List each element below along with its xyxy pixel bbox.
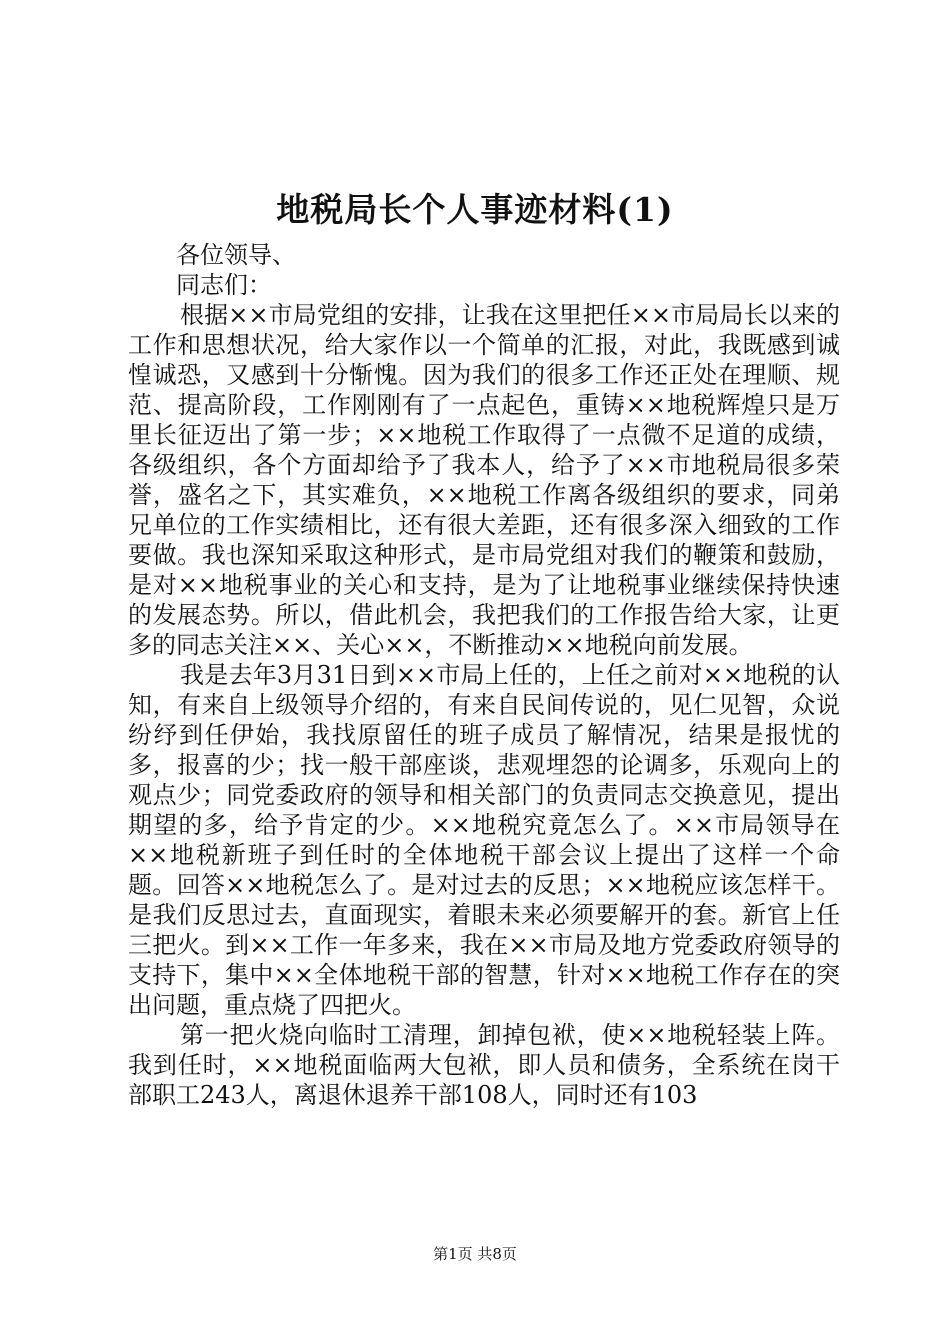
document-body — [128, 240, 840, 1110]
page-number-footer: 第1页 共8页 — [433, 1245, 517, 1263]
body-paragraph-2: 我是去年3月31日到××市局上任的，上任之前对××地税的认知，有来自上级领导介绍的，有来自民间传说的，见仁见智，众说纷纾到任伊始，我找原留任的班子成员了解情况，结果是报忧的多，报喜的少；找一般干部座谈，悲观埋怨的论调多，乐观向上的观点少；同党委政府的领导和相关部门的负责同志交换意见，提出期望的多，给予肯定的少。××地税究竟怎么了。××市局领导在××地税新班子到任时的全体地税干部会议上提出了这样一个命题。回答××地税怎么了。是对过去的反思；××地税应该怎样干。是我们反思过去，直面现实，着眼未来必须要解开的套。新官上任三把火。到××工作一年多来，我在××市局及地方党委政府领导的支持下，集中××全体地税干部的智慧，针对××地税工作存在的突出问题，重点烧了四把火。 — [128, 661, 840, 1019]
body-paragraph-3: 第一把火烧向临时工清理，卸掉包袱，使××地税轻装上阵。我到任时，××地税面临两大包袱，即人员和债务，全系统在岗干部职工243人，离退休退养干部108人，同时还有103 — [128, 1021, 840, 1109]
document-title: 地税局长个人事迹材料(1) — [276, 190, 674, 229]
body-paragraph-1: 根据××市局党组的安排，让我在这里把任××市局局长以来的工作和思想状况，给大家作以一个简单的汇报，对此，我既感到诚惶诚恐，又感到十分惭愧。因为我们的很多工作还正处在理顺、规范、提高阶段，工作刚刚有了一点起色，重铸××地税辉煌只是万里长征迈出了第一步；××地税工作取得了一点微不足道的成绩，各级组织，各个方面却给予了我本人，给予了××市地税局很多荣誉，盛名之下，其实难负，××地税工作离各级组织的要求，同弟兄单位的工作实绩相比，还有很大差距，还有很多深入细致的工作要做。我也深知采取这种形式，是市局党组对我们的鞭策和鼓励，是对××地税事业的关心和支持，是为了让地税事业继续保持快速的发展态势。所以，借此机会，我把我们的工作报告给大家，让更多的同志关注××、关心××，不断推动××地税向前发展。 — [128, 301, 840, 659]
salutation-line-1: 各位领导、 — [176, 241, 296, 269]
salutation-line-2: 同志们： — [176, 271, 272, 299]
